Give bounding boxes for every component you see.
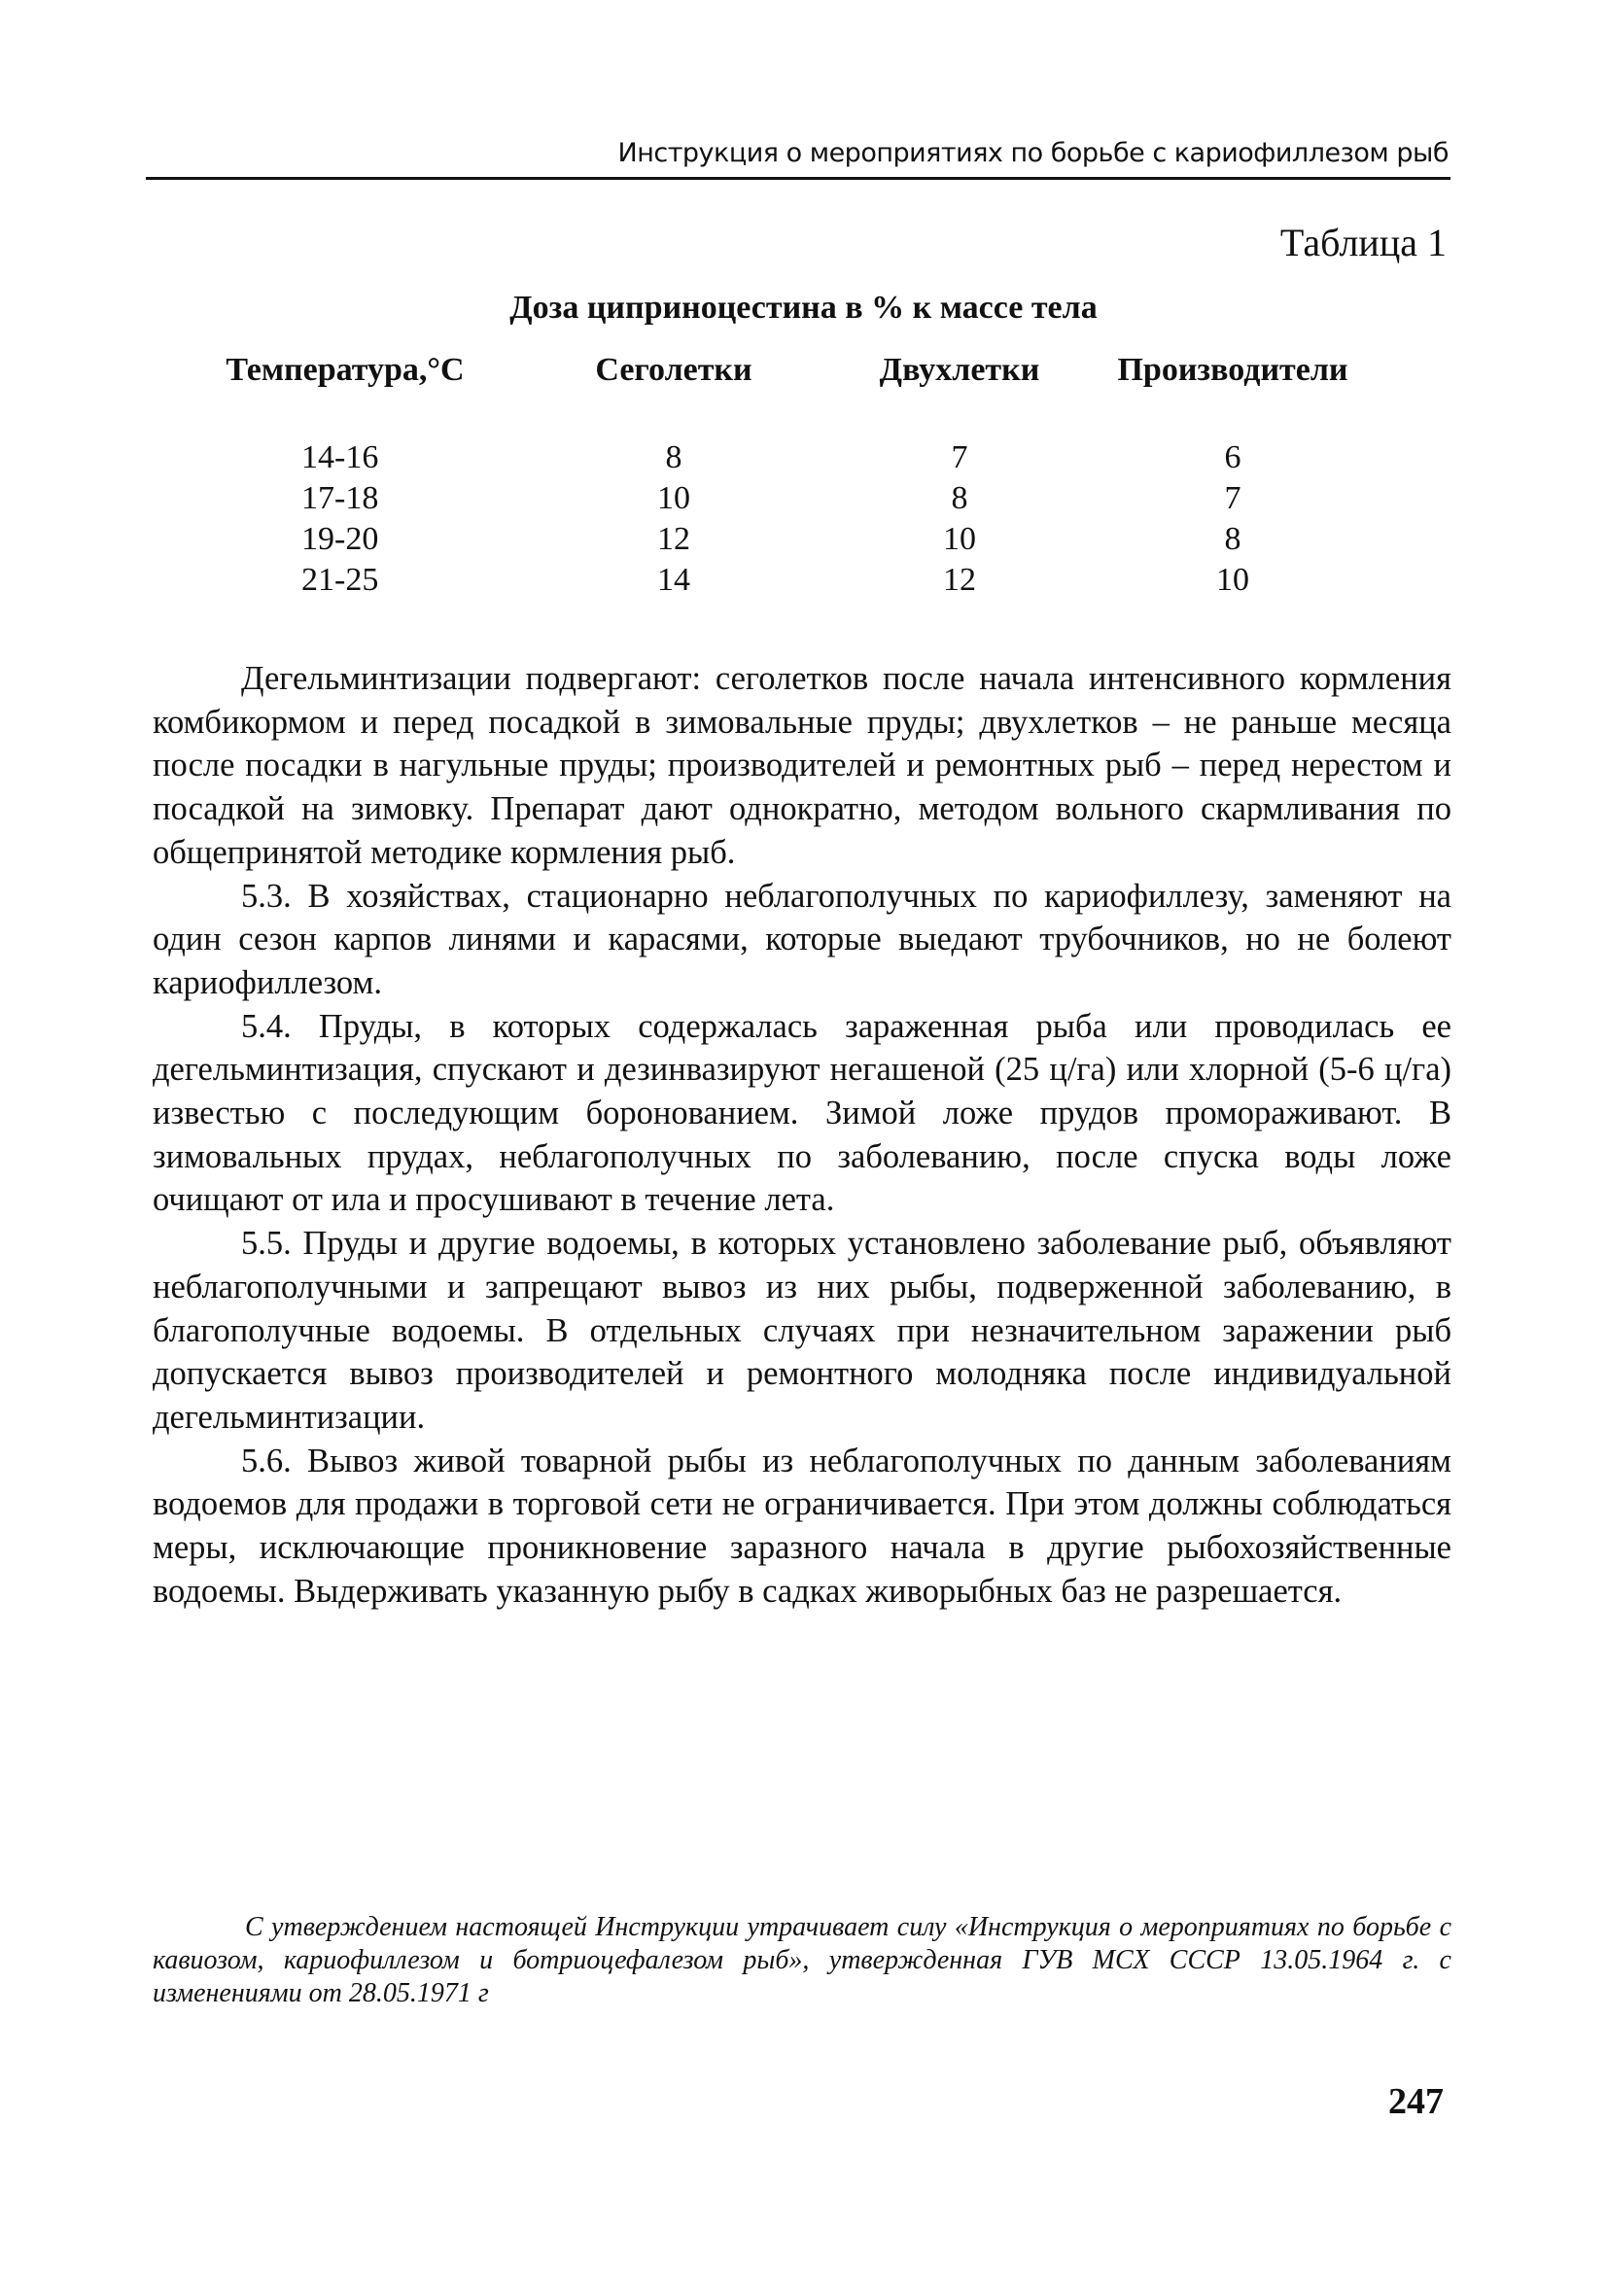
table-row xyxy=(185,437,1388,478)
table-cell: 19-20 xyxy=(301,521,379,557)
table-cell: 7 xyxy=(1224,480,1241,516)
table-row xyxy=(185,560,1388,601)
table-cell: 14-16 xyxy=(301,439,379,475)
table-cell: 12 xyxy=(657,521,690,557)
footnote: С утверждением настоящей Инструкции утрачивает силу «Инструкция о мероприятиях по борьбе с кавиозом, кариофиллезом и ботриоцефалезом рыб», утвержденная ГУВ МСХ СССР 13.05.1964 г. с изменениями от 28.05.1971 г xyxy=(153,1912,1451,2008)
table-cell: 8 xyxy=(951,480,968,516)
table-header-row xyxy=(185,352,1388,410)
table-cell: 17-18 xyxy=(301,480,379,516)
paragraph-5-5: 5.5. Пруды и другие водоемы, в которых установлено заболевание рыб, объявляют неблагополучными и запрещают вывоз из них рыбы, подверженной заболеванию, в благополучные водоемы. В отдельных случаях при незначительном заражении рыб допускается вывоз производителей и ремонтного молодняка после индивидуальной дегельминтизации. xyxy=(153,1225,1451,1436)
table-cell: 10 xyxy=(657,480,690,516)
table-label: Таблица 1 xyxy=(1279,221,1447,264)
body-text xyxy=(153,657,1451,1613)
column-header-yearlings: Сеголетки xyxy=(595,352,752,388)
column-header-spawners: Производители xyxy=(1117,352,1348,388)
paragraph-5-3: 5.3. В хозяйствах, стационарно неблагополучных по кариофиллезу, заменяют на один сезон карпов линями и карасями, которые выедают трубочников, но не болеют кариофиллезом. xyxy=(153,877,1451,1001)
header-rule xyxy=(146,177,1450,180)
table-row xyxy=(185,478,1388,519)
table-row xyxy=(185,519,1388,560)
table-cell: 7 xyxy=(951,439,968,475)
paragraph-5-6: 5.6. Вывоз живой товарной рыбы из неблагополучных по данным заболеваниям водоемов для продажи в торговой сети не ограничивается. При этом должны соблюдаться меры, исключающие проникновение заразного начала в другие рыбохозяйственные водоемы. Выдерживать указанную рыбу в садках живорыбных баз не разрешается. xyxy=(153,1442,1451,1610)
column-header-temperature: Температура,°C xyxy=(226,352,465,388)
paragraph-deworming: Дегельминтизации подвергают: сеголетков после начала интенсивного кормления комбикормом и перед посадкой в зимовальные пруды; двухлетков – не раньше месяца после посадки в нагульные пруды; производителей и ремонтных рыб – перед нерестом и посадкой на зимовку. Препарат дают однократно, методом вольного скармливания по общепринятой методике кормления рыб. xyxy=(153,660,1451,871)
page-number: 247 xyxy=(1388,2081,1444,2122)
table-cell: 21-25 xyxy=(301,562,379,598)
table-cell: 8 xyxy=(665,439,682,475)
column-header-two-year-olds: Двухлетки xyxy=(879,352,1040,388)
table-caption: Доза циприноцестина в % к массе тела xyxy=(509,290,1098,326)
paragraph-5-4: 5.4. Пруды, в которых содержалась зараженная рыба или проводилась ее дегельминтизация, спускают и дезинвазируют негашеной (25 ц/га) или хлорной (5-6 ц/га) известью с последующим боронованием. Зимой ложе прудов промораживают. В зимовальных прудах, неблагополучных по заболеванию, после спуска воды ложе очищают от ила и просушивают в течение лета. xyxy=(153,1007,1451,1219)
table-cell: 14 xyxy=(657,562,690,598)
table-cell: 10 xyxy=(1216,562,1249,598)
table-cell: 12 xyxy=(943,562,976,598)
table-cell: 10 xyxy=(943,521,976,557)
running-header-title: Инструкция о мероприятиях по борьбе с кариофиллезом рыб xyxy=(617,138,1449,168)
dose-table xyxy=(185,352,1388,601)
table-cell: 6 xyxy=(1224,439,1241,475)
table-cell: 8 xyxy=(1224,521,1241,557)
